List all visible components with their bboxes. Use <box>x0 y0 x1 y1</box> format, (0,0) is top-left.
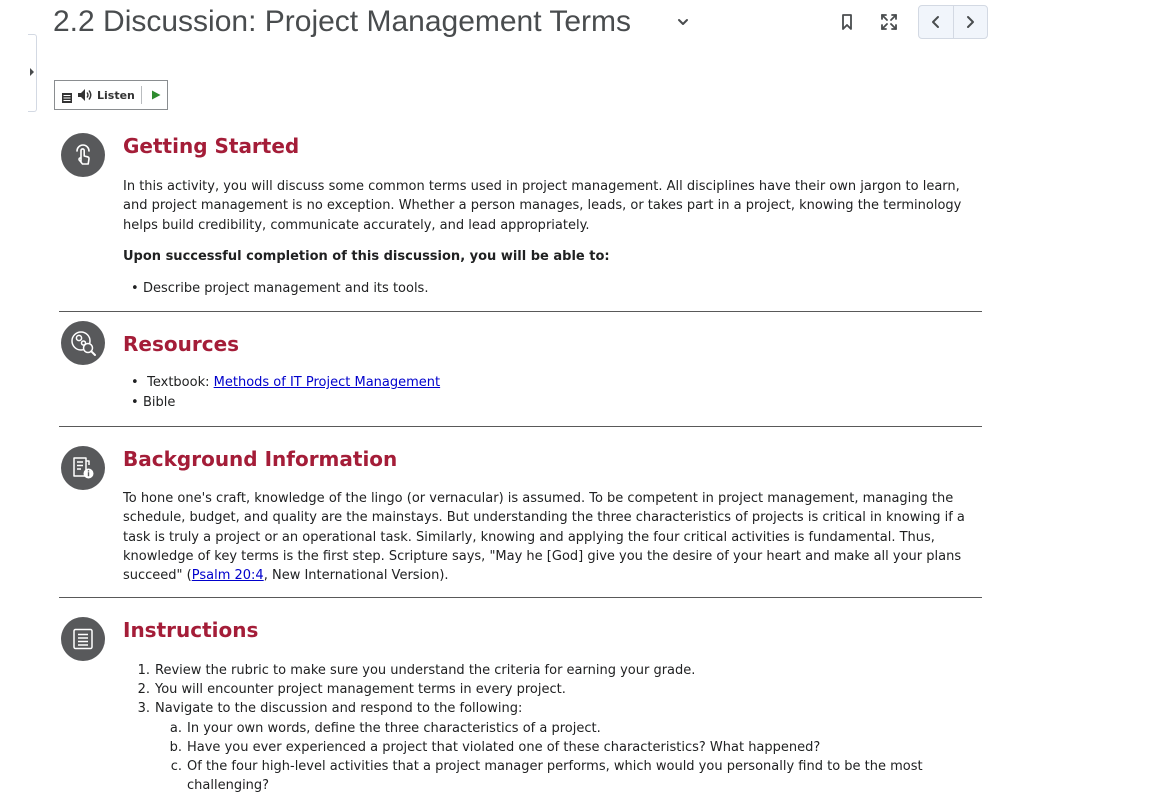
resources-gear-icon <box>61 321 105 365</box>
background-heading: Background Information <box>123 447 398 471</box>
topic-navigation <box>918 5 988 39</box>
section-divider <box>59 311 982 312</box>
list-item: 2. You will encounter project management terms in every project. <box>137 682 566 698</box>
document-icon[interactable] <box>61 92 73 104</box>
textbook-link[interactable]: Methods of IT Project Management <box>213 375 441 390</box>
page-title: 2.2 Discussion: Project Management Terms <box>53 5 632 38</box>
expand-arrow-icon <box>30 68 34 76</box>
outcomes-list <box>123 279 428 299</box>
play-icon[interactable] <box>150 89 162 101</box>
next-topic-button[interactable] <box>953 6 988 38</box>
list-item: • Textbook: Methods of IT Project Management <box>111 373 440 393</box>
getting-started-intro: In this activity, you will discuss some common terms used in project management. All disciplines have their own jargon to learn, and project management is no exception. Whether a person manages, leads, or takes part in a project, knowing the terminology helps build credibility, communicate accurately, and lead appropriately. <box>123 179 962 233</box>
previous-topic-button[interactable] <box>919 6 953 38</box>
section-divider <box>59 426 982 427</box>
resources-heading: Resources <box>123 332 240 356</box>
chevron-left-icon <box>929 15 943 29</box>
bookmark-icon[interactable] <box>840 13 854 31</box>
document-info-icon <box>61 446 105 490</box>
speaker-icon <box>77 88 93 102</box>
getting-started-heading: Getting Started <box>123 134 300 158</box>
chevron-down-icon[interactable] <box>675 14 691 30</box>
fullscreen-icon[interactable] <box>880 13 898 31</box>
touch-icon <box>61 133 105 177</box>
listen-button[interactable]: Listen <box>97 88 135 102</box>
resources-list <box>123 373 440 413</box>
section-divider <box>59 597 982 598</box>
list-item: • Bible <box>111 393 440 413</box>
list-item: 3. Navigate to the discussion and respond to the following: a. In your own words, define the three characteristics of a project. b. Have you ever experienced a project that violated one of these characteristics? What happened? c. Of the four high-level activities that a project manager performs, which would you personally find to be the most challenging? <box>123 699 983 795</box>
background-paragraph: To hone one's craft, knowledge of the lingo (or vernacular) is assumed. To be competent in project management, managing the schedule, budget, and quality are the mainstays. But understanding the three characteristics of projects is critical in knowing if a task is truly a project or an operational task. Similarly, knowing and applying the four critical activities is fundamental. Thus, knowledge of key terms is the first step. Scripture says, "May he [God] give you the desire of your heart and make all your plans succeed" (Psalm 20:4, New International Version). <box>123 491 965 584</box>
chevron-right-icon <box>963 15 977 29</box>
list-item: b. Have you ever experienced a project that violated one of these characteristics? What happened? <box>169 739 821 755</box>
list-item: • Describe project management and its tools. <box>111 279 428 299</box>
instructions-list <box>123 661 983 795</box>
list-item: a. In your own words, define the three characteristics of a project. <box>169 720 601 736</box>
list-item: 1. Review the rubric to make sure you understand the criteria for earning your grade. <box>137 663 696 678</box>
list-icon <box>61 617 105 661</box>
instructions-heading: Instructions <box>123 618 259 642</box>
outcomes-heading: Upon successful completion of this discussion, you will be able to: <box>123 249 610 264</box>
listen-toolbar <box>54 80 168 110</box>
sub-instructions-list <box>123 719 983 796</box>
list-item: c. Of the four high-level activities that a project manager performs, which would you personally find to be the most challenging? <box>170 759 923 794</box>
psalm-link[interactable]: Psalm 20:4 <box>191 568 264 584</box>
